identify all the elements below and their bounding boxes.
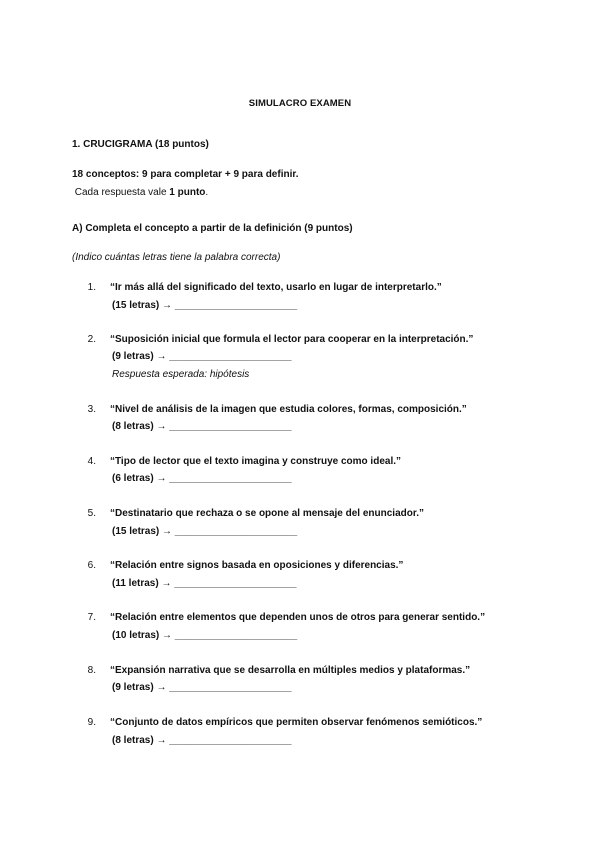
answer-blank: (8 letras) → ______________________ <box>112 421 292 432</box>
subsection-heading-a: A) Completa el concepto a partir de la definición (9 puntos) <box>72 223 353 234</box>
question-number: 5. <box>87 508 96 519</box>
question-number: 9. <box>87 717 96 728</box>
answer-blank: (9 letras) → ______________________ <box>112 351 292 362</box>
intro-line-2-prefix: Cada respuesta vale <box>72 187 170 198</box>
intro-line-1: 18 conceptos: 9 para completar + 9 para definir. <box>72 169 299 180</box>
answer-blank: (10 letras) → ______________________ <box>112 630 298 641</box>
question-number: 6. <box>87 560 96 571</box>
answer-blank: (15 letras) → ______________________ <box>112 526 298 537</box>
intro-line-2 <box>72 186 208 199</box>
expected-answer-note: Respuesta esperada: hipótesis <box>112 369 250 380</box>
instruction-note: (Indico cuántas letras tiene la palabra correcta) <box>72 252 281 263</box>
answer-blank: (9 letras) → ______________________ <box>112 682 292 693</box>
answer-blank: (11 letras) → ______________________ <box>112 578 297 589</box>
question-definition: “Expansión narrativa que se desarrolla en múltiples medios y plataformas.” <box>110 665 471 676</box>
question-definition: “Relación entre signos basada en oposiciones y diferencias.” <box>110 560 404 571</box>
intro-line-2-points: 1 punto <box>169 187 206 198</box>
question-definition: “Suposición inicial que formula el lector para cooperar en la interpretación.” <box>110 334 474 345</box>
answer-blank: (15 letras) → ______________________ <box>112 300 298 311</box>
question-number: 1. <box>87 282 96 293</box>
section-heading-crucigrama: 1. CRUCIGRAMA (18 puntos) <box>72 139 209 150</box>
question-definition: “Relación entre elementos que dependen unos de otros para generar sentido.” <box>110 612 486 623</box>
question-definition: “Nivel de análisis de la imagen que estudia colores, formas, composición.” <box>110 404 467 415</box>
question-definition: “Conjunto de datos empíricos que permiten observar fenómenos semióticos.” <box>110 717 483 728</box>
question-number: 4. <box>87 456 96 467</box>
question-number: 3. <box>87 404 96 415</box>
document-title: SIMULACRO EXAMEN <box>248 98 352 109</box>
question-number: 8. <box>87 665 96 676</box>
answer-blank: (8 letras) → ______________________ <box>112 735 292 746</box>
question-definition: “Ir más allá del significado del texto, usarlo en lugar de interpretarlo.” <box>110 282 442 293</box>
question-number: 2. <box>87 334 96 345</box>
question-definition: “Tipo de lector que el texto imagina y construye como ideal.” <box>110 456 401 467</box>
question-number: 7. <box>87 612 96 623</box>
answer-blank: (6 letras) → ______________________ <box>112 473 292 484</box>
intro-line-2-suffix: . <box>205 187 209 198</box>
question-definition: “Destinatario que rechaza o se opone al mensaje del enunciador.” <box>110 508 424 519</box>
